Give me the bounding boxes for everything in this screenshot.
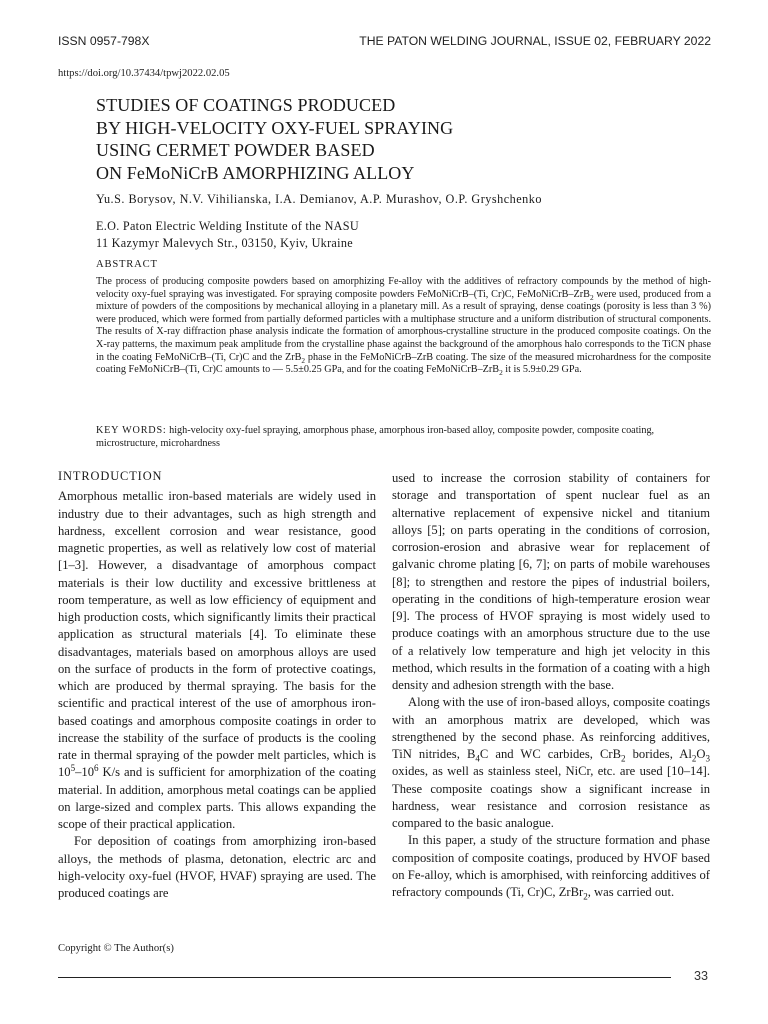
journal-issue-label: THE PATON WELDING JOURNAL, ISSUE 02, FEBRUARY 2022: [359, 34, 711, 48]
running-header: [58, 34, 711, 50]
text-segment: K/s and is sufficient for amorphization of the coating material. In addition, amorphous metal coatings can be applied on large-sized and complex parts. This allows expanding the scope of their practical application.: [58, 765, 376, 831]
article-title: [96, 94, 696, 184]
subscript: 2: [301, 355, 306, 365]
subscript: 4: [475, 753, 480, 764]
paragraph: [392, 832, 710, 901]
title-line: BY HIGH-VELOCITY OXY-FUEL SPRAYING: [96, 117, 454, 138]
superscript: 6: [94, 763, 99, 774]
author-list: Yu.S. Borysov, N.V. Vihilianska, I.A. Demianov, A.P. Murashov, O.P. Gryshchenko: [96, 192, 542, 206]
affiliation-address: 11 Kazymyr Malevych Str., 03150, Kyiv, Ukraine: [96, 235, 353, 250]
title-line: ON FeMoNiCrB AMORPHIZING ALLOY: [96, 162, 415, 183]
title-line: STUDIES OF COATINGS PRODUCED: [96, 95, 396, 115]
body-column-right: [392, 470, 710, 901]
paragraph: For deposition of coatings from amorphizing iron-based alloys, the methods of plasma, detonation, electric arc and high-velocity oxy-fuel (HVOF, HVAF) spraying are used. The produced coatings are: [58, 834, 376, 900]
subscript: 2: [499, 368, 503, 378]
text-segment: Amorphous metallic iron-based materials are widely used in industry due to their advantages, such as high strength and hardness, excellent corrosion and wear resistance, good magnetic properties, as well as relatively low cost of material [1–3]. However, a disadvantage of amorphous compact materials is their low ductility and excessive brittleness at room temperature, as well as low efficiency of equipment and high production costs, which significantly limits their practical application as structural materials [4]. To eliminate these disadvantages, materials based on amorphous alloys are used on the surface of products in the form of protective coatings, which are produced by thermal spraying. The basis for the scientific and practical interest of the use of amorphous iron-based coatings and amorphous composite coatings in order to increase the stability of the surface of products is the cooling rate in thermal spraying of the powder melt particles, which is 10: [58, 489, 376, 780]
abstract-segment: were used, produced from a mixture of powders of the compositions by mechanical alloying in a planetary mill. As a result of spraying, dense coatings (porosity is less than 3 %) were produced, which were formed from partially deformed particles with a multiphase structure and a uniform distribution of structural components. The results of X-ray diffraction phase analysis indicate the formation of amorphous-crystalline structure in the produced composite coatings. On the X-ray patterns, the maximum peak amplitude from the crystalline phase against the background of the amorphous halo corresponds to the TiCN phase in the coating FeMoNiCrB–(Ti, Cr)C and the ZrB: [96, 288, 711, 363]
superscript: 5: [70, 763, 76, 774]
affiliation-institute: E.O. Paton Electric Welding Institute of the NASU: [96, 219, 359, 233]
text-segment: oxides, as well as stainless steel, NiCr, etc. are used [10–14]. These composite coatings show a significant increase in hardness, wear resistance and corrosion resistance as compared to the basic analogue.: [392, 764, 710, 830]
text-segment: C and WC carbides, CrB: [479, 747, 621, 761]
text-segment: O: [696, 747, 706, 761]
keywords-text: high-velocity oxy-fuel spraying, amorphous phase, amorphous iron-based alloy, composite powder, composite coating, microstructure, microhardness: [96, 425, 655, 449]
subscript: 2: [589, 292, 594, 302]
subscript: 2: [583, 891, 588, 902]
keywords: [96, 425, 711, 451]
subscript: 3: [705, 753, 711, 764]
abstract-segment: it is 5.9±0.29 GPa.: [502, 364, 582, 376]
abstract-heading: ABSTRACT: [96, 259, 158, 270]
abstract-segment: phase in the FeMoNiCrB–ZrB coating. The size of the measured microhardness for the composite coating FeMoNiCrB–(Ti, Cr)C amounts to — 5.5±0.25 GPa, and for the coating FeMoNiCrB–ZrB: [96, 351, 711, 376]
abstract-text: [96, 276, 711, 377]
page-number: 33: [694, 969, 709, 983]
text-segment: In this paper, a study of the structure formation and phase composition of composite coatings, produced by HVOF based on Fe-alloy, which is amorphised, with reinforcing additives of refractory compounds (Ti, Cr)C, ZrBr: [392, 833, 710, 899]
doi-link[interactable]: https://doi.org/10.37434/tpwj2022.02.05: [58, 68, 230, 79]
keywords-label: KEY WORDS:: [96, 425, 167, 436]
copyright-notice: Copyright © The Author(s): [58, 943, 174, 954]
subscript: 2: [691, 753, 697, 764]
affiliation: [96, 218, 359, 251]
paragraph: [58, 488, 376, 833]
section-heading-introduction: INTRODUCTION: [58, 469, 163, 483]
text-segment: –10: [75, 765, 95, 780]
body-column-left: [58, 468, 376, 902]
issn-label: ISSN 0957-798X: [58, 34, 150, 48]
abstract-segment: The process of producing composite powders based on amorphizing Fe-alloy with the additives of refractory compounds by the method of high-velocity oxy-fuel spraying was investigated. For spraying composite powders FeMoNiCrB–(Ti, Cr)C, FeMoNiCrB–ZrB: [96, 276, 711, 300]
subscript: 2: [621, 753, 626, 764]
text-segment: borides, Al: [625, 747, 692, 761]
title-line: USING CERMET POWDER BASED: [96, 140, 375, 160]
paragraph: used to increase the corrosion stability of containers for storage and transportation of spent nuclear fuel as an alternative replacement of expensive nickel and titanium alloys [5]; on parts operating in the conditions of corrosion, corrosion-erosion and abrasive wear for replacement of galvanic chrome plating [6, 7]; on parts of mobile warehouses [8]; to strengthen and restore the pipes of industrial boilers, operating in the conditions of high-temperature erosion wear [9]. The process of HVOF spraying is most widely used to produce coatings with an amorphous structure due to the use of a relatively low temperature and high jet velocity in this method, which results in the formation of a coating with a high density and adhesion strength with the base.: [392, 471, 710, 692]
paragraph: [392, 694, 710, 832]
text-segment: , was carried out.: [587, 885, 675, 899]
text-segment: Along with the use of iron-based alloys, composite coatings with an amorphous matrix are developed, which was strengthened by the second phase. As reinforcing additives, TiN nitrides, B: [392, 695, 710, 761]
footer-divider: [58, 977, 671, 978]
